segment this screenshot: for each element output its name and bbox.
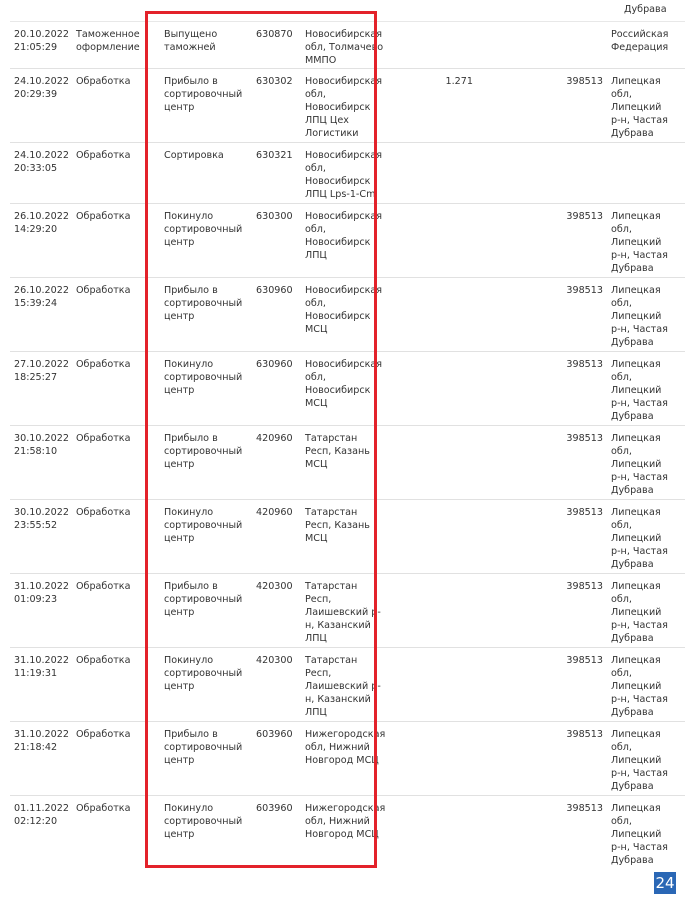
empty-cell <box>477 573 549 647</box>
cell-line: 31.10.2022 <box>14 580 69 592</box>
cell-line: Липецкая <box>611 802 661 814</box>
cell-line: обл, <box>305 162 326 174</box>
destination-cell <box>607 721 685 795</box>
date-cell <box>10 351 72 425</box>
destination-index-cell <box>549 22 607 69</box>
table-row <box>10 203 685 277</box>
cell-line: Дубрава <box>611 263 654 275</box>
location-cell <box>302 795 393 869</box>
cell-line: Обработка <box>76 654 131 666</box>
cell-line: 24.10.2022 <box>14 75 69 87</box>
operation-cell <box>158 795 250 869</box>
operation-cell <box>158 68 250 142</box>
weight-cell <box>393 573 477 647</box>
operation-type-cell <box>72 425 158 499</box>
cell-line: Дубрава <box>611 411 654 423</box>
cell-line: МСЦ <box>305 324 328 336</box>
empty-cell <box>477 277 549 351</box>
cell-line: Липецкая <box>611 284 661 296</box>
cell-line: обл, <box>305 223 326 235</box>
location-cell <box>302 68 393 142</box>
cell-line: Покинуло <box>164 802 214 814</box>
destination-index-cell <box>549 142 607 203</box>
operation-cell <box>158 647 250 721</box>
cell-line: обл, Нижний <box>305 741 370 753</box>
empty-cell <box>477 22 549 69</box>
empty-cell <box>477 203 549 277</box>
cell-line: сортировочный <box>164 223 243 235</box>
cell-line: 23:55:52 <box>14 519 58 531</box>
cell-line: Липецкий <box>611 681 662 693</box>
cell-line: Дубрава <box>611 781 654 793</box>
cell-line: Дубрава <box>611 633 654 645</box>
cell-line: Прибыло в <box>164 75 218 87</box>
previous-row-dest-line: Дубрава <box>624 4 667 15</box>
cell-line: Обработка <box>76 432 131 444</box>
postal-index-cell: 630302 <box>250 68 302 142</box>
cell-line: сортировочный <box>164 667 243 679</box>
empty-cell <box>477 351 549 425</box>
empty-cell <box>477 425 549 499</box>
location-cell <box>302 573 393 647</box>
cell-line: р-н, Частая <box>611 842 668 854</box>
cell-line: обл, <box>305 297 326 309</box>
cell-line: 01.11.2022 <box>14 802 69 814</box>
cell-line: Покинуло <box>164 358 214 370</box>
weight-cell <box>393 499 477 573</box>
cell-line: Респ, Казань <box>305 519 370 531</box>
cell-line: Липецкий <box>611 459 662 471</box>
cell-line: Покинуло <box>164 210 214 222</box>
cell-line: обл, <box>611 593 632 605</box>
cell-line: оформление <box>76 42 140 54</box>
cell-line: ММПО <box>305 55 337 67</box>
cell-line: ЛПЦ Lps-1-Cm <box>305 189 376 201</box>
cell-line: Таможенное <box>76 29 140 40</box>
cell-line: Липецкий <box>611 533 662 545</box>
operation-type-cell <box>72 721 158 795</box>
cell-line: обл, <box>305 371 326 383</box>
cell-line: 20:29:39 <box>14 88 58 100</box>
cell-line: 26.10.2022 <box>14 210 69 222</box>
destination-cell <box>607 68 685 142</box>
location-cell <box>302 721 393 795</box>
cell-line: Логистики <box>305 128 359 140</box>
cell-line: Липецкий <box>611 829 662 841</box>
location-cell <box>302 22 393 69</box>
cell-line: Липецкая <box>611 75 661 87</box>
cell-line: 14:29:20 <box>14 223 58 235</box>
cell-line: Обработка <box>76 728 131 740</box>
cell-line: обл, <box>611 297 632 309</box>
empty-cell <box>477 68 549 142</box>
cell-line: Новосибирск <box>305 237 371 249</box>
cell-line: центр <box>164 237 195 249</box>
cell-line: МСЦ <box>305 398 328 410</box>
operation-type-cell <box>72 22 158 69</box>
postal-index-cell: 420960 <box>250 425 302 499</box>
destination-cell <box>607 795 685 869</box>
cell-line: Покинуло <box>164 654 214 666</box>
destination-index-cell: 398513 <box>549 203 607 277</box>
cell-line: Татарстан <box>305 506 358 518</box>
cell-line: 15:39:24 <box>14 297 58 309</box>
operation-cell <box>158 351 250 425</box>
destination-index-cell: 398513 <box>549 721 607 795</box>
cell-line: Липецкий <box>611 385 662 397</box>
cell-line: центр <box>164 102 195 114</box>
tracking-rows <box>10 22 685 870</box>
destination-index-cell: 398513 <box>549 425 607 499</box>
postal-index-cell: 630960 <box>250 351 302 425</box>
cell-line: 26.10.2022 <box>14 284 69 296</box>
location-cell <box>302 499 393 573</box>
cell-line: Обработка <box>76 580 131 592</box>
postal-index-cell: 603960 <box>250 721 302 795</box>
weight-cell <box>393 647 477 721</box>
cell-line: р-н, Частая <box>611 115 668 127</box>
date-cell <box>10 68 72 142</box>
cell-line: сортировочный <box>164 297 243 309</box>
cell-line: Обработка <box>76 284 131 296</box>
cell-line: ЛПЦ <box>305 707 327 719</box>
operation-type-cell <box>72 68 158 142</box>
location-cell <box>302 142 393 203</box>
cell-line: р-н, Частая <box>611 768 668 780</box>
cell-line: Татарстан <box>305 432 358 444</box>
cell-line: Новосибирск <box>305 102 371 114</box>
cell-line: Липецкая <box>611 432 661 444</box>
cell-line: 21:58:10 <box>14 445 58 457</box>
destination-cell <box>607 22 685 69</box>
weight-cell <box>393 203 477 277</box>
cell-line: Новосибирская <box>305 29 383 40</box>
cell-line: р-н, Частая <box>611 546 668 558</box>
table-row <box>10 142 685 203</box>
cell-line: центр <box>164 829 195 841</box>
cell-line: центр <box>164 385 195 397</box>
empty-cell <box>477 499 549 573</box>
empty-cell <box>477 142 549 203</box>
cell-line: центр <box>164 533 195 545</box>
previous-row-tail <box>624 3 667 16</box>
cell-line: Обработка <box>76 506 131 518</box>
cell-line: ЛПЦ <box>305 633 327 645</box>
date-cell <box>10 203 72 277</box>
cell-line: Татарстан <box>305 580 358 592</box>
cell-line: Обработка <box>76 149 131 161</box>
cell-line: сортировочный <box>164 519 243 531</box>
cell-line: Обработка <box>76 210 131 222</box>
cell-line: 21:05:29 <box>14 42 58 54</box>
operation-type-cell <box>72 795 158 869</box>
postal-index-cell: 630870 <box>250 22 302 69</box>
cell-line: н, Казанский <box>305 694 371 706</box>
table-row <box>10 721 685 795</box>
destination-index-cell: 398513 <box>549 351 607 425</box>
cell-line: сортировочный <box>164 741 243 753</box>
cell-line: Дубрава <box>611 707 654 719</box>
cell-line: обл, <box>611 88 632 100</box>
cell-line: Липецкий <box>611 237 662 249</box>
table-row <box>10 795 685 869</box>
location-cell <box>302 647 393 721</box>
cell-line: Российская <box>611 29 669 40</box>
operation-cell <box>158 499 250 573</box>
cell-line: обл, Толмачево <box>305 42 384 54</box>
destination-cell <box>607 277 685 351</box>
table-row <box>10 499 685 573</box>
cell-line: Дубрава <box>611 559 654 571</box>
cell-line: сортировочный <box>164 593 243 605</box>
destination-index-cell: 398513 <box>549 573 607 647</box>
weight-cell <box>393 425 477 499</box>
cell-line: Липецкий <box>611 755 662 767</box>
cell-line: Новосибирская <box>305 358 383 370</box>
destination-index-cell: 398513 <box>549 795 607 869</box>
destination-cell <box>607 573 685 647</box>
cell-line: обл, <box>611 667 632 679</box>
cell-line: ЛПЦ Цех <box>305 115 349 127</box>
cell-line: Татарстан <box>305 654 358 666</box>
cell-line: Лаишевский р- <box>305 607 381 619</box>
destination-cell <box>607 425 685 499</box>
date-cell <box>10 277 72 351</box>
cell-line: центр <box>164 311 195 323</box>
cell-line: 20:33:05 <box>14 162 58 174</box>
postal-index-cell: 420960 <box>250 499 302 573</box>
cell-line: 11:19:31 <box>14 667 58 679</box>
operation-cell <box>158 203 250 277</box>
cell-line: Новосибирская <box>305 149 383 161</box>
table-row <box>10 573 685 647</box>
cell-line: Липецкая <box>611 580 661 592</box>
cell-line: 30.10.2022 <box>14 432 69 444</box>
cell-line: Липецкая <box>611 210 661 222</box>
cell-line: Лаишевский р- <box>305 681 381 693</box>
empty-cell <box>477 647 549 721</box>
cell-line: Дубрава <box>611 855 654 867</box>
destination-cell <box>607 647 685 721</box>
cell-line: Липецкий <box>611 102 662 114</box>
cell-line: сортировочный <box>164 371 243 383</box>
weight-cell <box>393 721 477 795</box>
tracking-history-table <box>10 21 685 869</box>
cell-line: Обработка <box>76 75 131 87</box>
cell-line: сортировочный <box>164 88 243 100</box>
weight-cell <box>393 277 477 351</box>
cell-line: обл, <box>611 371 632 383</box>
cell-line: Новгород МСЦ <box>305 755 379 767</box>
cell-line: обл, <box>611 445 632 457</box>
destination-cell <box>607 499 685 573</box>
weight-cell <box>393 142 477 203</box>
postal-index-cell: 630321 <box>250 142 302 203</box>
cell-line: центр <box>164 459 195 471</box>
cell-line: Обработка <box>76 802 131 814</box>
cell-line: обл, <box>305 88 326 100</box>
cell-line: р-н, Частая <box>611 472 668 484</box>
date-cell <box>10 647 72 721</box>
cell-line: центр <box>164 607 195 619</box>
date-cell <box>10 142 72 203</box>
cell-line: Липецкий <box>611 607 662 619</box>
date-cell <box>10 795 72 869</box>
cell-line: р-н, Частая <box>611 250 668 262</box>
destination-index-cell: 398513 <box>549 68 607 142</box>
cell-line: Дубрава <box>611 128 654 140</box>
operation-type-cell <box>72 647 158 721</box>
destination-cell <box>607 203 685 277</box>
cell-line: Новосибирская <box>305 75 383 87</box>
table-row <box>10 647 685 721</box>
cell-line: Федерация <box>611 42 669 54</box>
location-cell <box>302 277 393 351</box>
cell-line: Липецкая <box>611 358 661 370</box>
cell-line: 20.10.2022 <box>14 29 69 40</box>
cell-line: 27.10.2022 <box>14 358 69 370</box>
cell-line: 02:12:20 <box>14 815 58 827</box>
page-number-badge: 24 <box>655 874 675 892</box>
postal-index-cell: 420300 <box>250 573 302 647</box>
cell-line: обл, <box>611 519 632 531</box>
cell-line: Покинуло <box>164 506 214 518</box>
cell-line: сортировочный <box>164 815 243 827</box>
cell-line: н, Казанский <box>305 620 371 632</box>
operation-type-cell <box>72 351 158 425</box>
cell-line: Липецкая <box>611 654 661 666</box>
operation-type-cell <box>72 203 158 277</box>
cell-line: Новосибирская <box>305 284 383 296</box>
operation-cell <box>158 22 250 69</box>
cell-line: Респ, <box>305 667 332 679</box>
cell-line: 31.10.2022 <box>14 654 69 666</box>
cell-line: Липецкая <box>611 728 661 740</box>
cell-line: Респ, <box>305 593 332 605</box>
operation-type-cell <box>72 277 158 351</box>
postal-index-cell: 630300 <box>250 203 302 277</box>
date-cell <box>10 22 72 69</box>
cell-line: 24.10.2022 <box>14 149 69 161</box>
cell-line: 21:18:42 <box>14 741 58 753</box>
cell-line: 18:25:27 <box>14 371 58 383</box>
location-cell <box>302 351 393 425</box>
empty-cell <box>477 795 549 869</box>
operation-cell <box>158 425 250 499</box>
cell-line: Сортировка <box>164 149 224 161</box>
location-cell <box>302 425 393 499</box>
cell-line: р-н, Частая <box>611 324 668 336</box>
cell-line: Новосибирск <box>305 385 371 397</box>
cell-line: МСЦ <box>305 459 328 471</box>
destination-cell <box>607 351 685 425</box>
operation-cell <box>158 721 250 795</box>
table-row <box>10 351 685 425</box>
cell-line: обл, <box>611 741 632 753</box>
date-cell <box>10 721 72 795</box>
cell-line: Новосибирск <box>305 311 371 323</box>
operation-cell <box>158 573 250 647</box>
cell-line: Респ, Казань <box>305 445 370 457</box>
cell-line: Липецкий <box>611 311 662 323</box>
postal-index-cell: 630960 <box>250 277 302 351</box>
cell-line: Нижегородская <box>305 802 386 814</box>
table-row <box>10 22 685 69</box>
cell-line: сортировочный <box>164 445 243 457</box>
weight-cell <box>393 22 477 69</box>
date-cell <box>10 573 72 647</box>
location-cell <box>302 203 393 277</box>
destination-index-cell: 398513 <box>549 277 607 351</box>
operation-type-cell <box>72 573 158 647</box>
operation-cell <box>158 142 250 203</box>
cell-line: 31.10.2022 <box>14 728 69 740</box>
cell-line: обл, <box>611 223 632 235</box>
table-row <box>10 277 685 351</box>
operation-cell <box>158 277 250 351</box>
cell-line: Новосибирск <box>305 176 371 188</box>
table-row <box>10 425 685 499</box>
cell-line: МСЦ <box>305 533 328 545</box>
cell-line: обл, <box>611 815 632 827</box>
cell-line: центр <box>164 681 195 693</box>
cell-line: Дубрава <box>611 337 654 349</box>
cell-line: Прибыло в <box>164 432 218 444</box>
cell-line: центр <box>164 755 195 767</box>
destination-index-cell: 398513 <box>549 647 607 721</box>
cell-line: Выпущено <box>164 29 218 40</box>
cell-line: Дубрава <box>611 485 654 497</box>
cell-line: Нижегородская <box>305 728 386 740</box>
cell-line: обл, Нижний <box>305 815 370 827</box>
weight-cell <box>393 795 477 869</box>
cell-line: Новгород МСЦ <box>305 829 379 841</box>
cell-line: р-н, Частая <box>611 398 668 410</box>
weight-cell <box>393 351 477 425</box>
cell-line: Прибыло в <box>164 728 218 740</box>
cell-line: ЛПЦ <box>305 250 327 262</box>
operation-type-cell <box>72 499 158 573</box>
cell-line: Новосибирская <box>305 210 383 222</box>
postal-index-cell: 603960 <box>250 795 302 869</box>
cell-line: 30.10.2022 <box>14 506 69 518</box>
postal-index-cell: 420300 <box>250 647 302 721</box>
cell-line: 01:09:23 <box>14 593 58 605</box>
cell-line: р-н, Частая <box>611 620 668 632</box>
cell-line: Прибыло в <box>164 580 218 592</box>
cell-line: таможней <box>164 42 216 54</box>
cell-line: Обработка <box>76 358 131 370</box>
destination-index-cell: 398513 <box>549 499 607 573</box>
cell-line: Прибыло в <box>164 284 218 296</box>
destination-cell <box>607 142 685 203</box>
date-cell <box>10 425 72 499</box>
date-cell <box>10 499 72 573</box>
weight-cell: 1.271 <box>393 68 477 142</box>
empty-cell <box>477 721 549 795</box>
cell-line: Липецкая <box>611 506 661 518</box>
table-row <box>10 68 685 142</box>
operation-type-cell <box>72 142 158 203</box>
cell-line: р-н, Частая <box>611 694 668 706</box>
